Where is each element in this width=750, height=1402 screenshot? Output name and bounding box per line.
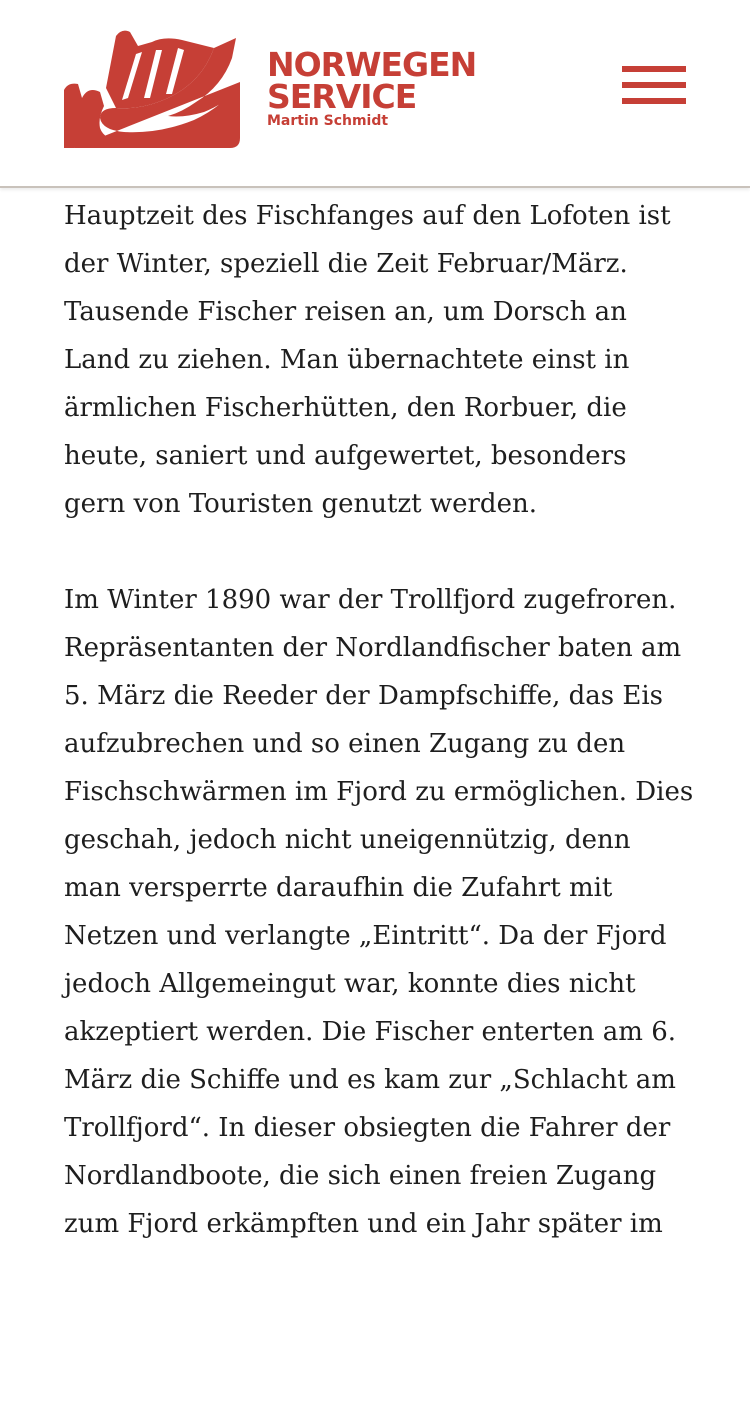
menu-bar-middle <box>622 82 686 88</box>
logo-link[interactable] <box>64 28 477 150</box>
viking-ship-icon <box>64 28 240 148</box>
article-paragraph-2: Im Winter 1890 war der Trollfjord zugefroren. Repräsentanten der Nordlandfischer baten am 5. März die Reeder der Dampfschiffe, das Eis aufzubrechen und so einen Zugang zu den Fischschwärmen im Fjord zu ermöglichen. Dies geschah, jedoch nicht uneigennützig, denn man versperrte daraufhin die Zufahrt mit Netzen und verlangte „Eintritt“. Da der Fjord jedoch Allgemeingut war, konnte dies nicht akzeptiert werden. Die Fischer enterten am 6. März die Schiffe und es kam zur „Schlacht am Trollfjord“. In dieser obsiegten die Fahrer der Nordlandboote, die sich einen freien Zugang zum Fjord erkämpften und ein Jahr später im <box>64 585 694 1239</box>
brand-subname: SERVICE <box>267 77 417 116</box>
menu-bar-bottom <box>622 98 686 104</box>
menu-bar-top <box>622 66 686 72</box>
article-paragraph-1: Hauptzeit des Fischfanges auf den Lofoten ist der Winter, speziell die Zeit Februar/März. Tausende Fischer reisen an, um Dorsch an Land zu ziehen. Man übernachtete einst in ärmlichen Fischerhütten, den Rorbuer, die heute, saniert und aufgewertet, besonders gern von Touristen genutzt werden. <box>64 201 671 519</box>
site-header <box>0 0 750 188</box>
hamburger-menu-icon[interactable] <box>622 66 686 108</box>
brand-owner: Martin Schmidt <box>267 113 389 129</box>
brand-name: NORWEGEN <box>267 45 477 84</box>
article-content <box>64 192 694 1248</box>
